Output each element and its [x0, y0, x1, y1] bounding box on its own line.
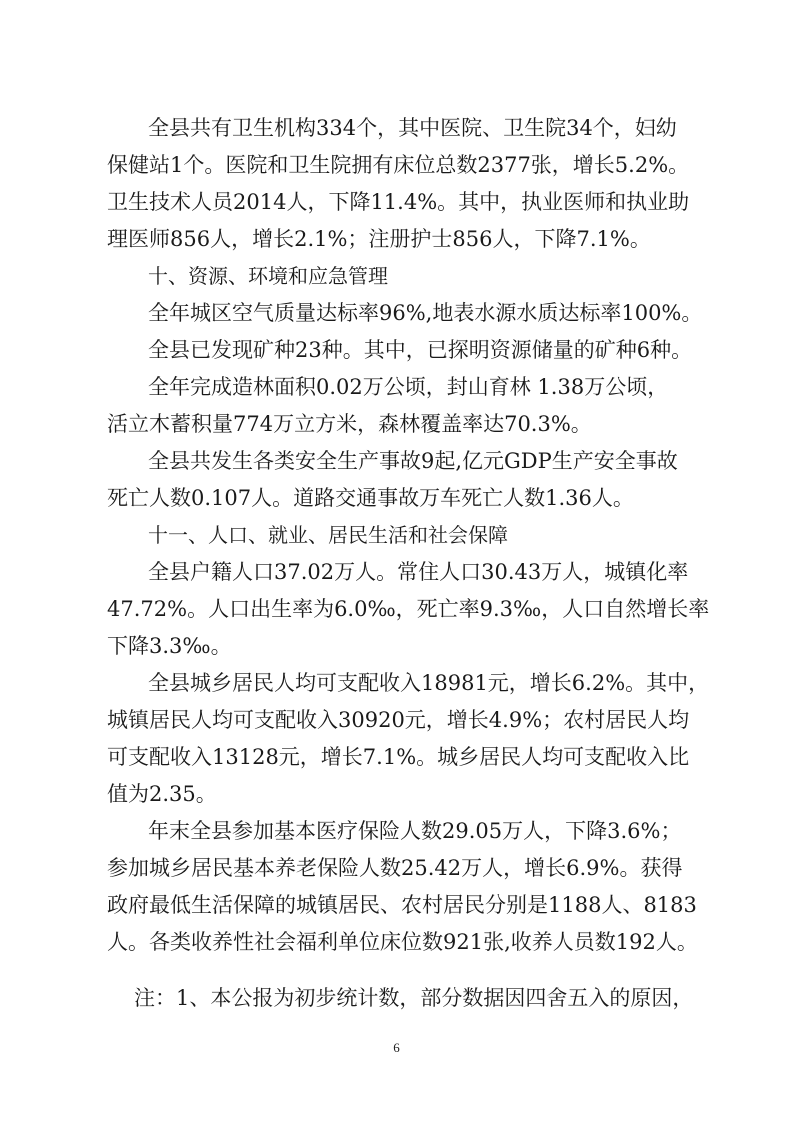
insurance-line-2: 参加城乡居民基本养老保险人数25.42万人，增长6.9%。获得: [107, 856, 683, 880]
insurance-line-1: 年末全县参加基本医疗保险人数29.05万人，下降3.6%；: [148, 819, 682, 843]
note-line: 注：1、本公报为初步统计数，部分数据因四舍五入的原因，: [134, 986, 694, 1010]
insurance-line-4: 人。各类收养性社会福利单位床位数921张,收养人员数192人。: [107, 930, 698, 954]
section-10-heading: 十、资源、环境和应急管理: [148, 264, 388, 288]
population-line-1: 全县户籍人口37.02万人。常住人口30.43万人，城镇化率: [148, 560, 689, 584]
safety-line-2: 死亡人数0.107人。道路交通事故万车死亡人数1.36人。: [107, 486, 634, 510]
section-11-heading: 十一、人口、就业、居民生活和社会保障: [148, 523, 508, 547]
population-line-3: 下降3.3‰。: [107, 634, 232, 658]
health-line-3: 卫生技术人员2014人，下降11.4%。其中，执业医师和执业助: [107, 190, 690, 214]
health-line-2: 保健站1个。医院和卫生院拥有床位总数2377张，增长5.2%。: [107, 153, 690, 177]
income-line-2: 城镇居民人均可支配收入30920元，增长4.9%；农村居民人均: [107, 708, 690, 732]
income-line-4: 值为2.35。: [107, 782, 217, 806]
health-line-4: 理医师856人，增长2.1%；注册护士856人，下降7.1%。: [107, 227, 651, 251]
income-line-1: 全县城乡居民人均可支配收入18981元，增长6.2%。其中，: [148, 671, 710, 695]
population-line-2: 47.72%。人口出生率为6.0‰，死亡率9.3‰，人口自然增长率: [107, 597, 710, 621]
safety-line-1: 全县共发生各类安全生产事故9起,亿元GDP生产安全事故: [148, 449, 678, 473]
environment-line-2: 全县已发现矿种23种。其中，已探明资源储量的矿种6种。: [148, 338, 693, 362]
income-line-3: 可支配收入13128元，增长7.1%。城乡居民人均可支配收入比: [107, 745, 690, 769]
environment-line-1: 全年城区空气质量达标率96%,地表水源水质达标率100%。: [148, 301, 703, 325]
forestry-line-1: 全年完成造林面积0.02万公顷，封山育林 1.38万公顷，: [148, 375, 669, 399]
page-number: 6: [393, 1040, 400, 1055]
health-line-1: 全县共有卫生机构334个，其中医院、卫生院34个，妇幼: [148, 116, 677, 140]
forestry-line-2: 活立木蓄积量774万立方米，森林覆盖率达70.3%。: [107, 412, 592, 436]
insurance-line-3: 政府最低生活保障的城镇居民、农村居民分别是1188人、8183: [107, 893, 697, 917]
